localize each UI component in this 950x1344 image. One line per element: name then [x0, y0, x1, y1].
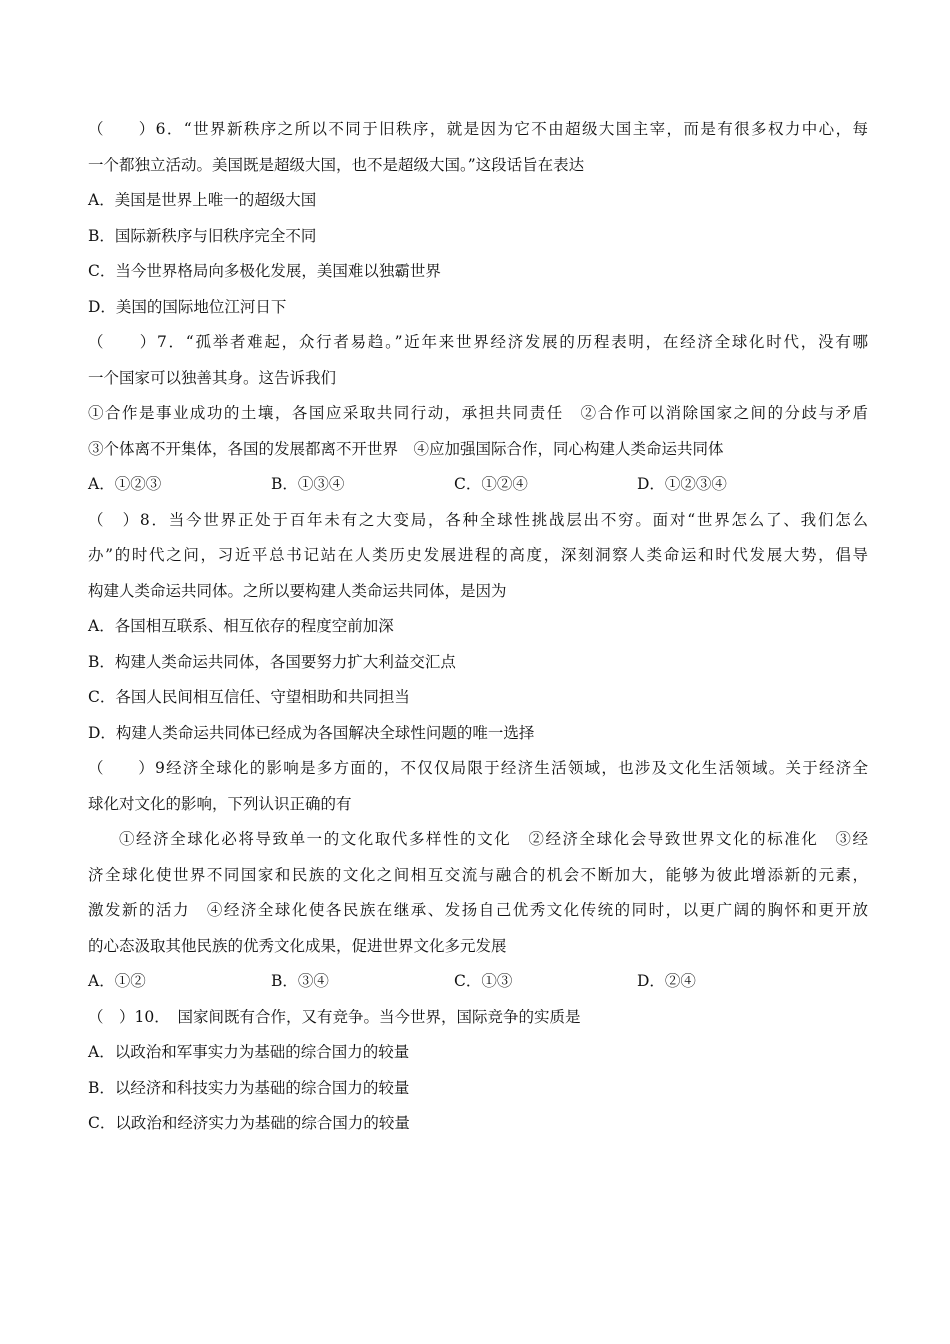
question-7-stem-line-1: （ ）7．“孤举者难起，众行者易趋。”近年来世界经济发展的历程表明，在经济全球化时代，没有哪: [88, 333, 868, 351]
question-6-stem-line-2: 一个都独立活动。美国既是超级大国，也不是超级大国。”这段话旨在表达: [88, 155, 585, 174]
question-10: [88, 1000, 868, 1142]
question-10-stem-line-1: （ ）10． 国家间既有合作，又有竞争。当今世界，国际竞争的实质是: [88, 1007, 581, 1026]
question-8-option-d: D．构建人类命运共同体已经成为各国解决全球性问题的唯一选择: [88, 723, 535, 742]
question-6-option-d: D．美国的国际地位江河日下: [88, 297, 287, 316]
question-9-statements-line-1: ①经济全球化必将导致单一的文化取代多样性的文化 ②经济全球化会导致世界文化的标准化 ③经: [119, 830, 868, 848]
question-6: [88, 112, 868, 325]
question-8-stem-line-3: 构建人类命运共同体。之所以要构建人类命运共同体，是因为: [88, 581, 507, 600]
question-9-option-d: D．②④: [637, 972, 696, 990]
question-10-option-b: B．以经济和科技实力为基础的综合国力的较量: [88, 1078, 410, 1097]
question-7-option-d: D．①②③④: [637, 475, 727, 493]
question-6-option-b: B．国际新秩序与旧秩序完全不同: [88, 226, 317, 245]
question-9-options: [88, 964, 868, 1000]
question-9-option-a: A．①②: [88, 972, 146, 990]
question-8-option-a: A．各国相互联系、相互依存的程度空前加深: [88, 617, 394, 635]
question-9-option-b: B．③④: [271, 972, 329, 990]
question-7-option-c: C．①②④: [454, 475, 528, 493]
question-8-option-b: B．构建人类命运共同体，各国要努力扩大利益交汇点: [88, 652, 456, 671]
question-8-stem-line-2: 办”的时代之问，习近平总书记站在人类历史发展进程的高度，深刻洞察人类命运和时代发展大势，倡导: [88, 546, 868, 564]
question-9-stem-line-2: 球化对文化的影响，下列认识正确的有: [88, 794, 352, 813]
question-8-stem-line-1: （ ）8．当今世界正处于百年未有之大变局，各种全球性挑战层出不穷。面对“世界怎么了、我们怎么: [88, 510, 868, 529]
question-8-option-c: C．各国人民间相互信任、守望相助和共同担当: [88, 688, 410, 706]
question-9-statements-line-2: 济全球化使世界不同国家和民族的文化之间相互交流与融合的机会不断加大，能够为彼此增添新的元素，: [88, 865, 868, 884]
question-9-statements-line-3: 激发新的活力 ④经济全球化使各民族在继承、发扬自己优秀文化传统的同时，以更广阔的胸怀和更开放: [88, 901, 868, 919]
question-7-option-a: A．①②③: [88, 475, 162, 493]
question-6-option-a: A．美国是世界上唯一的超级大国: [88, 191, 317, 209]
question-7-stem-line-2: 一个国家可以独善其身。这告诉我们: [88, 368, 337, 387]
exam-page: [88, 112, 868, 1142]
question-9-statements-line-4: 的心态汲取其他民族的优秀文化成果，促进世界文化多元发展: [88, 936, 507, 955]
question-7: [88, 325, 868, 503]
question-10-option-a: A．以政治和军事实力为基础的综合国力的较量: [88, 1043, 410, 1061]
question-7-statements-line-1: ①合作是事业成功的土壤，各国应采取共同行动，承担共同责任 ②合作可以消除国家之间的分歧与矛盾: [88, 404, 868, 422]
question-7-statements-line-2: ③个体离不开集体，各国的发展都离不开世界 ④应加强国际合作，同心构建人类命运共同体: [88, 439, 724, 458]
question-9: [88, 751, 868, 1000]
question-7-options: [88, 467, 868, 503]
question-8: [88, 503, 868, 752]
question-9-option-c: C．①③: [454, 972, 513, 990]
question-10-option-c: C．以政治和经济实力为基础的综合国力的较量: [88, 1114, 410, 1132]
question-9-stem-line-1: （ ）9经济全球化的影响是多方面的，不仅仅局限于经济生活领域，也涉及文化生活领域。关于经济全: [88, 759, 868, 777]
question-7-option-b: B．①③④: [271, 475, 345, 493]
question-6-stem-line-1: （ ）6．“世界新秩序之所以不同于旧秩序，就是因为它不由超级大国主宰，而是有很多权力中心，每: [88, 120, 868, 138]
question-6-option-c: C．当今世界格局向多极化发展，美国难以独霸世界: [88, 262, 441, 280]
